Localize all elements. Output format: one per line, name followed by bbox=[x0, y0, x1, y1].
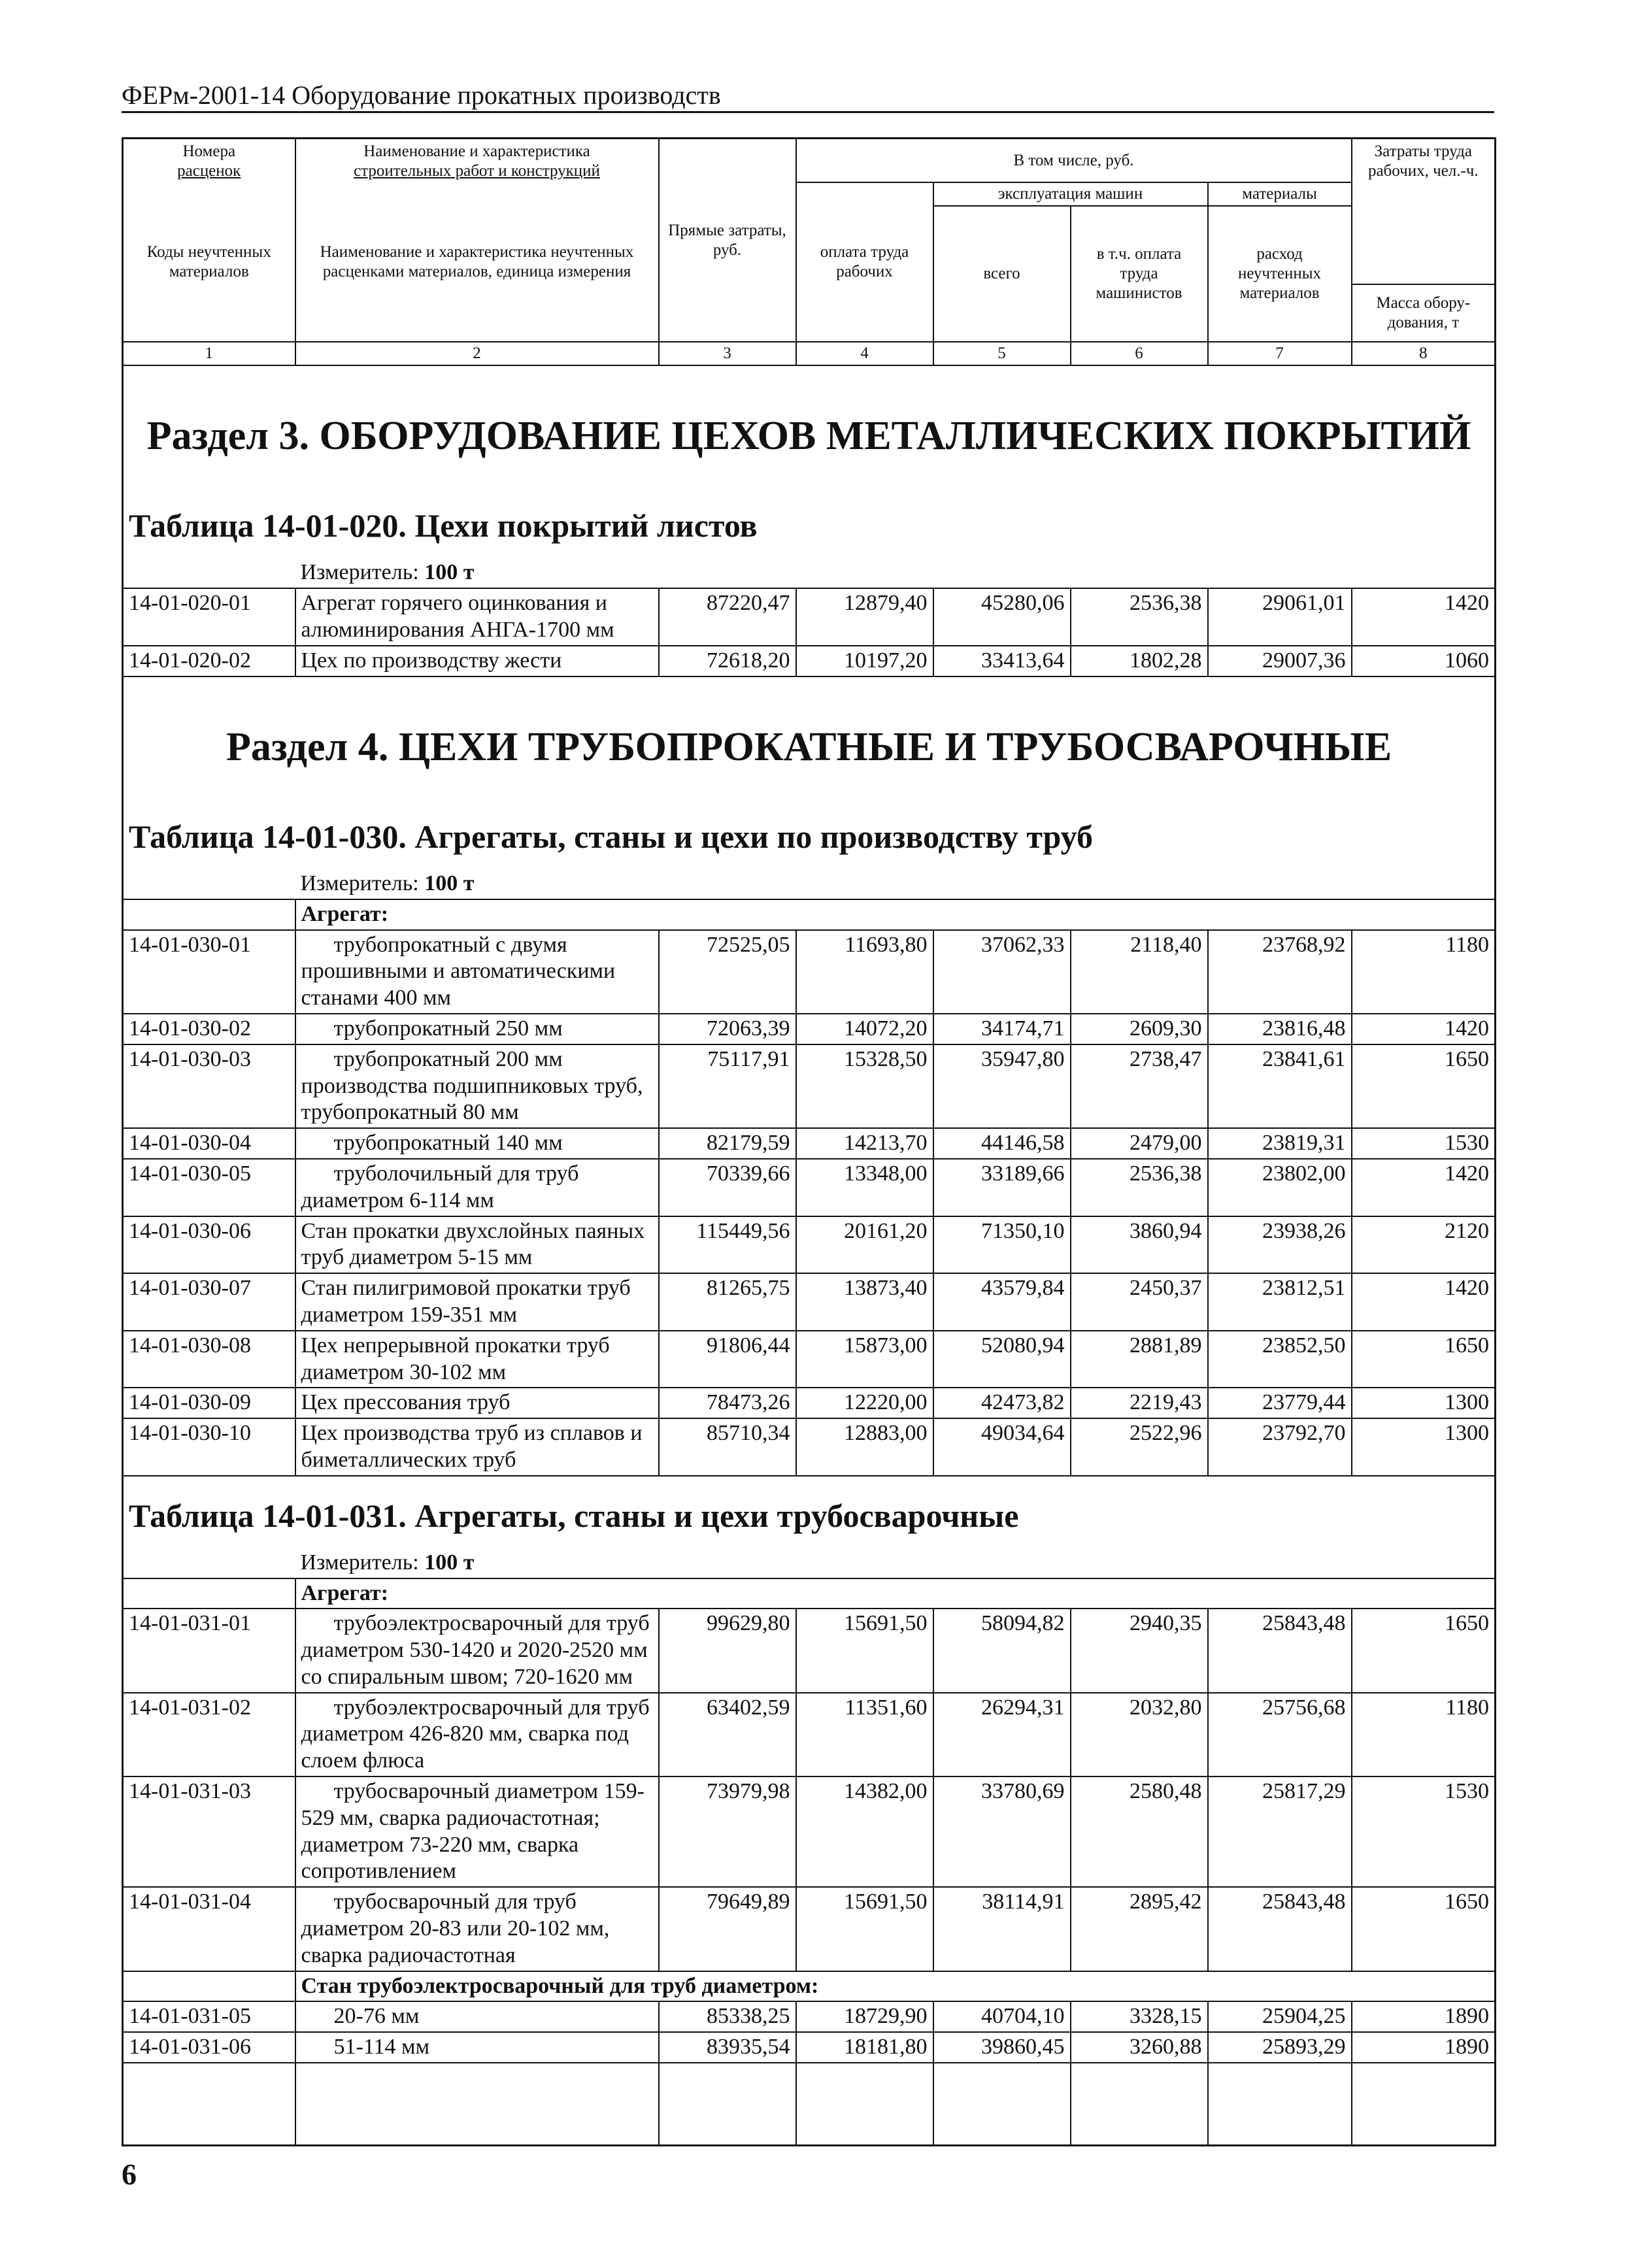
equipment-mass: 1890 bbox=[1352, 2032, 1496, 2063]
work-name: трубосварочный диаметром 159-529 мм, сварка радиочастотная; диаметром 73-220 мм, сварка сопротивлением bbox=[295, 1776, 659, 1887]
header-worker-pay: оплата труда рабочих bbox=[796, 182, 933, 342]
work-name: трубопрокатный 200 мм производства подшипниковых труб, трубопрокатный 80 мм bbox=[295, 1044, 659, 1128]
operator-pay: 2522,96 bbox=[1071, 1418, 1208, 1476]
header-direct-costs: Прямые затраты, руб. bbox=[659, 139, 796, 342]
rate-code: 14-01-030-01 bbox=[123, 930, 295, 1014]
worker-pay: 18729,90 bbox=[796, 2001, 933, 2032]
worker-pay: 13348,00 bbox=[796, 1159, 933, 1216]
meter-row bbox=[123, 1548, 1496, 1578]
meter-row bbox=[123, 869, 1496, 899]
meter-value: 100 т bbox=[424, 871, 475, 895]
worker-pay: 13873,40 bbox=[796, 1273, 933, 1331]
table-row bbox=[123, 1273, 1496, 1331]
work-name: Цех непрерывной прокатки труб диаметром 30-102 мм bbox=[295, 1331, 659, 1388]
equipment-mass: 1300 bbox=[1352, 1418, 1496, 1476]
rate-code: 14-01-030-02 bbox=[123, 1014, 295, 1044]
equipment-mass: 1530 bbox=[1352, 1128, 1496, 1159]
operator-pay: 2118,40 bbox=[1071, 930, 1208, 1014]
materials-consumption: 23802,00 bbox=[1208, 1159, 1352, 1216]
table-row bbox=[123, 1693, 1496, 1776]
rate-code: 14-01-031-06 bbox=[123, 2032, 295, 2063]
table-row bbox=[123, 588, 1496, 646]
rate-code: 14-01-031-04 bbox=[123, 1887, 295, 1971]
materials-consumption: 29007,36 bbox=[1208, 646, 1352, 676]
table-header bbox=[123, 139, 1496, 366]
work-name: Цех прессования труб bbox=[295, 1388, 659, 1418]
table-row bbox=[123, 2001, 1496, 2032]
table-row bbox=[123, 1014, 1496, 1044]
machine-costs: 71350,10 bbox=[933, 1216, 1071, 1274]
operator-pay: 2895,42 bbox=[1071, 1887, 1208, 1971]
machine-costs: 43579,84 bbox=[933, 1273, 1071, 1331]
worker-pay: 14382,00 bbox=[796, 1776, 933, 1887]
materials-consumption: 23816,48 bbox=[1208, 1014, 1352, 1044]
direct-costs: 73979,98 bbox=[659, 1776, 796, 1887]
table-14-01-020-rows bbox=[123, 588, 1496, 676]
header-group: В том числе, руб. bbox=[796, 139, 1352, 183]
operator-pay: 2609,30 bbox=[1071, 1014, 1208, 1044]
table-row bbox=[123, 1044, 1496, 1128]
machine-costs: 26294,31 bbox=[933, 1693, 1071, 1776]
rate-code: 14-01-030-08 bbox=[123, 1331, 295, 1388]
section-3 bbox=[123, 365, 1496, 588]
header-labor-costs: Затраты труда рабочих, чел.-ч. bbox=[1352, 139, 1496, 285]
machine-costs: 52080,94 bbox=[933, 1331, 1071, 1388]
equipment-mass: 1180 bbox=[1352, 930, 1496, 1014]
direct-costs: 87220,47 bbox=[659, 588, 796, 646]
materials-consumption: 23852,50 bbox=[1208, 1331, 1352, 1388]
header-rule bbox=[122, 111, 1494, 113]
section-title: Раздел 3. ОБОРУДОВАНИЕ ЦЕХОВ МЕТАЛЛИЧЕСКИХ ПОКРЫТИЙ bbox=[123, 365, 1496, 486]
equipment-mass: 1530 bbox=[1352, 1776, 1496, 1887]
worker-pay: 12883,00 bbox=[796, 1418, 933, 1476]
work-name: труболочильный для труб диаметром 6-114 мм bbox=[295, 1159, 659, 1216]
header-material-codes: Коды неучтенных материалов bbox=[123, 182, 295, 342]
subgroup-label: Стан трубоэлектросварочный для труб диаметром: bbox=[295, 1971, 1496, 2002]
table-row bbox=[123, 1418, 1496, 1476]
work-name: Стан пилигримовой прокатки труб диаметром 159-351 мм bbox=[295, 1273, 659, 1331]
direct-costs: 115449,56 bbox=[659, 1216, 796, 1274]
table-row bbox=[123, 1887, 1496, 1971]
header-operator-pay: в т.ч. оплата труда машинистов bbox=[1071, 206, 1208, 342]
worker-pay: 10197,20 bbox=[796, 646, 933, 676]
machine-costs: 45280,06 bbox=[933, 588, 1071, 646]
direct-costs: 63402,59 bbox=[659, 1693, 796, 1776]
operator-pay: 2536,38 bbox=[1071, 1159, 1208, 1216]
worker-pay: 11693,80 bbox=[796, 930, 933, 1014]
operator-pay: 3328,15 bbox=[1071, 2001, 1208, 2032]
rate-code: 14-01-020-01 bbox=[123, 588, 295, 646]
work-name: трубосварочный для труб диаметром 20-83 или 20-102 мм, сварка радиочастотная bbox=[295, 1887, 659, 1971]
table-14-01-031-sub-rows bbox=[123, 2001, 1496, 2063]
materials-consumption: 25893,29 bbox=[1208, 2032, 1352, 2063]
table-14-01-031-head bbox=[123, 1476, 1496, 1609]
machine-costs: 42473,82 bbox=[933, 1388, 1071, 1418]
rate-code: 14-01-030-09 bbox=[123, 1388, 295, 1418]
equipment-mass: 1420 bbox=[1352, 1159, 1496, 1216]
column-number: 3 bbox=[659, 342, 796, 365]
operator-pay: 2940,35 bbox=[1071, 1609, 1208, 1692]
operator-pay: 2479,00 bbox=[1071, 1128, 1208, 1159]
equipment-mass: 1420 bbox=[1352, 1014, 1496, 1044]
table-row bbox=[123, 1609, 1496, 1692]
direct-costs: 85710,34 bbox=[659, 1418, 796, 1476]
worker-pay: 15691,50 bbox=[796, 1609, 933, 1692]
materials-consumption: 23779,44 bbox=[1208, 1388, 1352, 1418]
rate-code: 14-01-031-01 bbox=[123, 1609, 295, 1692]
machine-costs: 33413,64 bbox=[933, 646, 1071, 676]
header-materials-consumption: расход неучтенных материалов bbox=[1208, 206, 1352, 342]
direct-costs: 72618,20 bbox=[659, 646, 796, 676]
operator-pay: 2881,89 bbox=[1071, 1331, 1208, 1388]
machine-costs: 33189,66 bbox=[933, 1159, 1071, 1216]
equipment-mass: 1650 bbox=[1352, 1044, 1496, 1128]
work-name: трубопрокатный 140 мм bbox=[295, 1128, 659, 1159]
materials-consumption: 25843,48 bbox=[1208, 1609, 1352, 1692]
equipment-mass: 1300 bbox=[1352, 1388, 1496, 1418]
work-name: Агрегат горячего оцинкования и алюминирования АНГА-1700 мм bbox=[295, 588, 659, 646]
equipment-mass: 1420 bbox=[1352, 588, 1496, 646]
materials-consumption: 29061,01 bbox=[1208, 588, 1352, 646]
header-rate-numbers: Номера расценок bbox=[123, 139, 295, 183]
table-title: Таблица 14-01-020. Цехи покрытий листов bbox=[123, 486, 1496, 558]
meter-value: 100 т bbox=[424, 1550, 475, 1575]
machine-costs: 37062,33 bbox=[933, 930, 1071, 1014]
worker-pay: 12220,00 bbox=[796, 1388, 933, 1418]
group-label: Агрегат: bbox=[295, 1578, 1496, 1609]
work-name: трубоэлектросварочный для труб диаметром 426-820 мм, сварка под слоем флюса bbox=[295, 1693, 659, 1776]
section-title: Раздел 4. ЦЕХИ ТРУБОПРОКАТНЫЕ И ТРУБОСВАРОЧНЫЕ bbox=[123, 676, 1496, 797]
materials-consumption: 25817,29 bbox=[1208, 1776, 1352, 1887]
operator-pay: 2032,80 bbox=[1071, 1693, 1208, 1776]
column-number: 5 bbox=[933, 342, 1071, 365]
rate-code: 14-01-030-07 bbox=[123, 1273, 295, 1331]
work-name: трубопрокатный 250 мм bbox=[295, 1014, 659, 1044]
subgroup-row bbox=[123, 1971, 1496, 2002]
table-row bbox=[123, 1776, 1496, 1887]
direct-costs: 82179,59 bbox=[659, 1128, 796, 1159]
materials-consumption: 23938,26 bbox=[1208, 1216, 1352, 1274]
materials-consumption: 23792,70 bbox=[1208, 1418, 1352, 1476]
worker-pay: 18181,80 bbox=[796, 2032, 933, 2063]
group-label: Агрегат: bbox=[295, 899, 1496, 930]
table-row bbox=[123, 1388, 1496, 1418]
equipment-mass: 1650 bbox=[1352, 1609, 1496, 1692]
machine-costs: 33780,69 bbox=[933, 1776, 1071, 1887]
table-row bbox=[123, 1331, 1496, 1388]
group-row bbox=[123, 899, 1496, 930]
machine-costs: 49034,64 bbox=[933, 1418, 1071, 1476]
rates-table bbox=[122, 137, 1496, 2146]
machine-costs: 40704,10 bbox=[933, 2001, 1071, 2032]
operator-pay: 2450,37 bbox=[1071, 1273, 1208, 1331]
direct-costs: 70339,66 bbox=[659, 1159, 796, 1216]
direct-costs: 78473,26 bbox=[659, 1388, 796, 1418]
section-4 bbox=[123, 676, 1496, 930]
page-number: 6 bbox=[122, 2158, 137, 2191]
work-name: трубоэлектросварочный для труб диаметром 530-1420 и 2020-2520 мм со спиральным швом; 720-1620 мм bbox=[295, 1609, 659, 1692]
table-14-01-031-subgroup bbox=[123, 1971, 1496, 2002]
meter-value: 100 т bbox=[424, 560, 475, 585]
work-name: Цех производства труб из сплавов и биметаллических труб bbox=[295, 1418, 659, 1476]
direct-costs: 99629,80 bbox=[659, 1609, 796, 1692]
column-number: 8 bbox=[1352, 342, 1496, 365]
materials-consumption: 23841,61 bbox=[1208, 1044, 1352, 1128]
direct-costs: 79649,89 bbox=[659, 1887, 796, 1971]
direct-costs: 91806,44 bbox=[659, 1331, 796, 1388]
empty-row bbox=[123, 2063, 1496, 2146]
equipment-mass: 1650 bbox=[1352, 1331, 1496, 1388]
equipment-mass: 2120 bbox=[1352, 1216, 1496, 1274]
rate-code: 14-01-030-04 bbox=[123, 1128, 295, 1159]
operator-pay: 3260,88 bbox=[1071, 2032, 1208, 2063]
meter-label: Измеритель: bbox=[300, 560, 419, 585]
worker-pay: 15873,00 bbox=[796, 1331, 933, 1388]
operator-pay: 1802,28 bbox=[1071, 646, 1208, 676]
table-row bbox=[123, 1159, 1496, 1216]
column-number: 1 bbox=[123, 342, 295, 365]
meter-row bbox=[123, 558, 1496, 588]
table-row bbox=[123, 930, 1496, 1014]
work-name: Стан прокатки двухслойных паяных труб диаметром 5-15 мм bbox=[295, 1216, 659, 1274]
header-machines-total: всего bbox=[933, 206, 1071, 342]
direct-costs: 75117,91 bbox=[659, 1044, 796, 1128]
meter-label: Измеритель: bbox=[300, 1550, 419, 1575]
header-work-name: Наименование и характеристика строительных работ и конструкций bbox=[295, 139, 659, 183]
equipment-mass: 1420 bbox=[1352, 1273, 1496, 1331]
machine-costs: 35947,80 bbox=[933, 1044, 1071, 1128]
materials-consumption: 23768,92 bbox=[1208, 930, 1352, 1014]
rate-code: 14-01-030-10 bbox=[123, 1418, 295, 1476]
column-number: 2 bbox=[295, 342, 659, 365]
work-name: 51-114 мм bbox=[295, 2032, 659, 2063]
direct-costs: 72063,39 bbox=[659, 1014, 796, 1044]
machine-costs: 39860,45 bbox=[933, 2032, 1071, 2063]
column-numbers-row bbox=[123, 342, 1496, 365]
direct-costs: 81265,75 bbox=[659, 1273, 796, 1331]
operator-pay: 2580,48 bbox=[1071, 1776, 1208, 1887]
materials-consumption: 23812,51 bbox=[1208, 1273, 1352, 1331]
operator-pay: 2536,38 bbox=[1071, 588, 1208, 646]
column-number: 4 bbox=[796, 342, 933, 365]
operator-pay: 3860,94 bbox=[1071, 1216, 1208, 1274]
table-row bbox=[123, 1216, 1496, 1274]
materials-consumption: 25843,48 bbox=[1208, 1887, 1352, 1971]
work-name: 20-76 мм bbox=[295, 2001, 659, 2032]
table-title: Таблица 14-01-031. Агрегаты, станы и цехи трубосварочные bbox=[123, 1476, 1496, 1548]
work-name: Цех по производству жести bbox=[295, 646, 659, 676]
rate-code: 14-01-030-03 bbox=[123, 1044, 295, 1128]
column-number: 6 bbox=[1071, 342, 1208, 365]
header-machines: эксплуатация машин bbox=[933, 182, 1208, 206]
rate-code: 14-01-031-02 bbox=[123, 1693, 295, 1776]
work-name: трубопрокатный с двумя прошивными и автоматическими станами 400 мм bbox=[295, 930, 659, 1014]
rate-code: 14-01-030-05 bbox=[123, 1159, 295, 1216]
header-material-name: Наименование и характеристика неучтенных расценками материалов, единица измерения bbox=[295, 182, 659, 342]
meter-label: Измеритель: bbox=[300, 871, 419, 895]
table-14-01-031-rows bbox=[123, 1609, 1496, 1971]
worker-pay: 20161,20 bbox=[796, 1216, 933, 1274]
header-materials: материалы bbox=[1208, 182, 1352, 206]
machine-costs: 38114,91 bbox=[933, 1887, 1071, 1971]
materials-consumption: 25756,68 bbox=[1208, 1693, 1352, 1776]
equipment-mass: 1060 bbox=[1352, 646, 1496, 676]
table-row bbox=[123, 646, 1496, 676]
direct-costs: 83935,54 bbox=[659, 2032, 796, 2063]
operator-pay: 2219,43 bbox=[1071, 1388, 1208, 1418]
table-row bbox=[123, 2032, 1496, 2063]
worker-pay: 15328,50 bbox=[796, 1044, 933, 1128]
table-14-01-030-rows bbox=[123, 930, 1496, 1476]
running-header: ФЕРм-2001-14 Оборудование прокатных производств bbox=[122, 80, 721, 110]
equipment-mass: 1650 bbox=[1352, 1887, 1496, 1971]
operator-pay: 2738,47 bbox=[1071, 1044, 1208, 1128]
rate-code: 14-01-031-03 bbox=[123, 1776, 295, 1887]
column-number: 7 bbox=[1208, 342, 1352, 365]
table-row bbox=[123, 1128, 1496, 1159]
worker-pay: 14213,70 bbox=[796, 1128, 933, 1159]
direct-costs: 72525,05 bbox=[659, 930, 796, 1014]
materials-consumption: 25904,25 bbox=[1208, 2001, 1352, 2032]
equipment-mass: 1890 bbox=[1352, 2001, 1496, 2032]
materials-consumption: 23819,31 bbox=[1208, 1128, 1352, 1159]
equipment-mass: 1180 bbox=[1352, 1693, 1496, 1776]
table-title: Таблица 14-01-030. Агрегаты, станы и цехи по производству труб bbox=[123, 797, 1496, 869]
machine-costs: 44146,58 bbox=[933, 1128, 1071, 1159]
direct-costs: 85338,25 bbox=[659, 2001, 796, 2032]
machine-costs: 58094,82 bbox=[933, 1609, 1071, 1692]
worker-pay: 14072,20 bbox=[796, 1014, 933, 1044]
rate-code: 14-01-030-06 bbox=[123, 1216, 295, 1274]
rate-code: 14-01-020-02 bbox=[123, 646, 295, 676]
worker-pay: 12879,40 bbox=[796, 588, 933, 646]
machine-costs: 34174,71 bbox=[933, 1014, 1071, 1044]
header-equipment-mass: Масса обору-дования, т bbox=[1352, 284, 1496, 342]
group-row bbox=[123, 1578, 1496, 1609]
worker-pay: 15691,50 bbox=[796, 1887, 933, 1971]
rate-code: 14-01-031-05 bbox=[123, 2001, 295, 2032]
worker-pay: 11351,60 bbox=[796, 1693, 933, 1776]
